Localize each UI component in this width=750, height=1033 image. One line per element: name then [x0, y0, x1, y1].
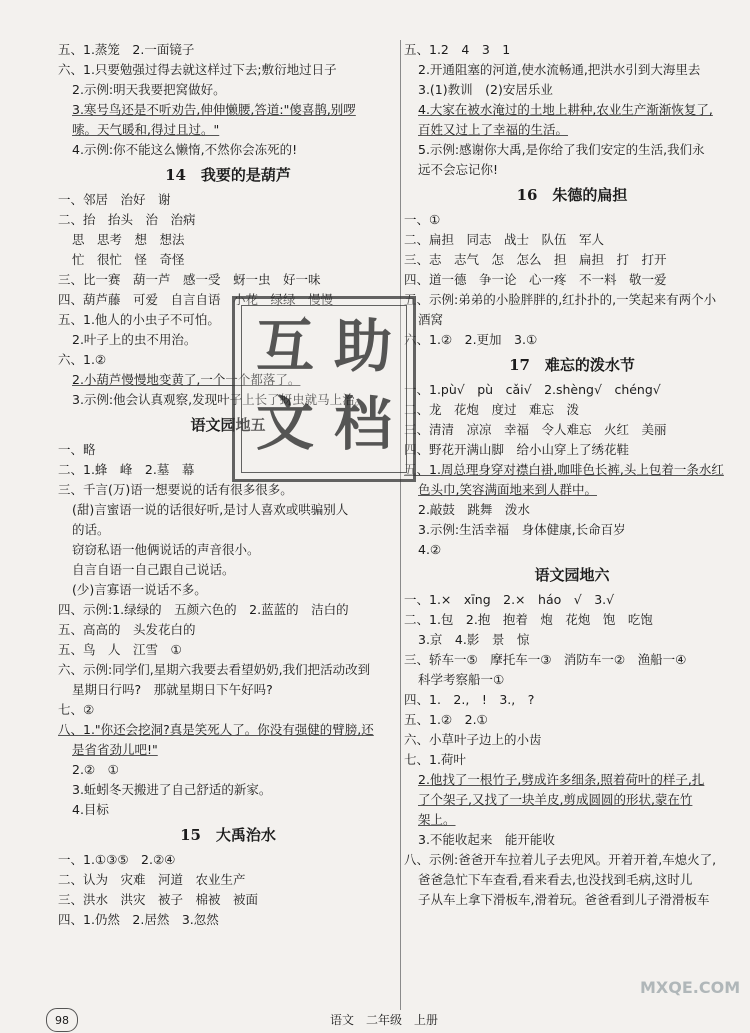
answer-line: 的话。 — [72, 522, 110, 537]
answer-line: 三、轿车一⑤ 摩托车一③ 消防车一② 渔船一④ — [404, 652, 687, 667]
answer-line: 八、1."你还会挖洞?真是笑死人了。你没有强健的臂膀,还 — [58, 722, 374, 737]
answer-line: 四、示例:1.绿绿的 五颜六色的 2.蓝蓝的 洁白的 — [58, 602, 349, 617]
answer-line: 一、1.①③⑤ 2.②④ — [58, 852, 176, 867]
answer-line: 3.蚯蚓冬天搬进了自己舒适的新家。 — [72, 782, 272, 797]
answer-line: 是省省劲儿吧!" — [72, 742, 158, 757]
answer-line: 3.(1)教训 (2)安居乐业 — [418, 82, 553, 97]
answer-line: 四、野花开满山脚 给小山穿上了绣花鞋 — [404, 442, 630, 457]
watermark-stamp — [232, 296, 416, 482]
answer-line: (甜)言蜜语一说的话很好听,是讨人喜欢或哄骗别人 — [72, 502, 349, 517]
answer-line: 忙 很忙 怪 奇怪 — [72, 252, 185, 267]
answer-line: 3.京 4.影 景 惊 — [418, 632, 530, 647]
answer-line: 三、志 志气 怎 怎么 担 扁担 打 打开 — [404, 252, 667, 267]
answer-line: 5.示例:感谢你大禹,是你给了我们安定的生活,我们永 — [418, 142, 705, 157]
answer-line: 4.示例:你不能这么懒惰,不然你会冻死的! — [72, 142, 298, 157]
answer-line: 四、道一德 争一论 心一疼 不一料 敬一爱 — [404, 272, 667, 287]
answer-line: 三、千言(万)语一想要说的话有很多很多。 — [58, 482, 293, 497]
answer-line: 酒窝 — [418, 312, 444, 327]
answer-line: 4.大家在被水淹过的土地上耕种,农业生产渐渐恢复了, — [418, 102, 713, 117]
stamp-char: 助 — [333, 312, 392, 380]
section-heading: 17 难忘的泼水节 — [509, 356, 635, 374]
stamp-char: 互 — [255, 312, 314, 380]
answer-line: 4.② — [418, 542, 442, 557]
answer-line: 二、1.包 2.抱 抱着 炮 花炮 饱 吃饱 — [404, 612, 653, 627]
answer-line: 色头巾,笑容满面地来到人群中。 — [418, 482, 597, 497]
section-heading: 语文园地六 — [534, 566, 610, 584]
answer-line: 五、1.蒸笼 2.一面镜子 — [58, 42, 195, 57]
answer-line: 三、洪水 洪灾 被子 棉被 被面 — [58, 892, 259, 907]
answer-line: 三、清清 凉凉 幸福 令人难忘 火红 美丽 — [404, 422, 667, 437]
answer-line: 窃窃私语一他俩说话的声音很小。 — [72, 542, 260, 557]
site-watermark: MXQE.COM — [640, 978, 741, 997]
column-divider — [400, 40, 401, 1010]
answer-line: 架上。 — [418, 812, 456, 827]
answer-line: 七、1.荷叶 — [404, 752, 466, 767]
answer-line: 远不会忘记你! — [418, 162, 499, 177]
answer-line: 二、扁担 同志 战士 队伍 军人 — [404, 232, 605, 247]
answer-line: (少)言寡语一说话不多。 — [72, 582, 207, 597]
answer-line: 一、邻居 治好 谢 — [58, 192, 171, 207]
answer-line: 了个架子,又找了一块羊皮,剪成圆圆的形状,蒙在竹 — [418, 792, 693, 807]
answer-line: 五、1.2 4 3 1 — [404, 42, 511, 57]
answer-line: 四、1.仍然 2.居然 3.忽然 — [58, 912, 219, 927]
answer-line: 2.开通阻塞的河道,使水流畅通,把洪水引到大海里去 — [418, 62, 701, 77]
page-number: 98 — [46, 1008, 78, 1032]
answer-line: 3.示例:他会认真观察,发现叶子上长了蚜虫就马上治。 — [72, 392, 368, 407]
section-heading: 14 我要的是葫芦 — [165, 166, 291, 184]
answer-line: 五、示例:弟弟的小脸胖胖的,红扑扑的,一笑起来有两个小 — [404, 292, 717, 307]
answer-line: 二、认为 灾难 河道 农业生产 — [58, 872, 246, 887]
section-heading: 15 大禹治水 — [180, 826, 276, 844]
answer-line: 嗦。天气暖和,得过且过。" — [72, 122, 220, 137]
answer-line: 七、② — [58, 702, 95, 717]
answer-line: 五、高高的 头发花白的 — [58, 622, 196, 637]
answer-line: 一、1.× xīng 2.× háo √ 3.√ — [404, 592, 615, 607]
answer-line: 思 思考 想 想法 — [72, 232, 185, 247]
answer-line: 一、略 — [58, 442, 96, 457]
answer-line: 五、1.他人的小虫子不可怕。 — [58, 312, 220, 327]
answer-line: 六、小草叶子边上的小齿 — [404, 732, 542, 747]
answer-line: 六、1.② 2.更加 3.① — [404, 332, 538, 347]
answer-line: 科学考察船一① — [418, 672, 505, 687]
answer-line: 六、1.② — [58, 352, 107, 367]
answer-line: 六、1.只要勉强过得去就这样过下去;敷衍地过日子 — [58, 62, 337, 77]
answer-line: 八、示例:爸爸开车拉着儿子去兜风。开着开着,车熄火了, — [404, 852, 717, 867]
stamp-char: 档 — [333, 390, 392, 458]
answer-line: 3.寒号鸟还是不听劝告,伸伸懒腰,答道:"傻喜鹊,别啰 — [72, 102, 356, 117]
answer-line: 百姓又过上了幸福的生活。 — [418, 122, 569, 137]
answer-line: 2.小葫芦慢慢地变黄了,一个一个都落了。 — [72, 372, 301, 387]
answer-line: 2.② ① — [72, 762, 119, 777]
answer-line: 二、1.蜂 峰 2.墓 幕 — [58, 462, 195, 477]
answer-line: 2.敲鼓 跳舞 泼水 — [418, 502, 530, 517]
answer-line: 3.不能收起来 能开能收 — [418, 832, 555, 847]
stamp-char: 文 — [255, 390, 314, 458]
page-footer — [0, 1008, 750, 1032]
answer-line: 2.示例:明天我要把窝做好。 — [72, 82, 226, 97]
section-heading: 语文园地五 — [190, 416, 266, 434]
footer-text: 语文 二年级 上册 — [330, 1013, 439, 1027]
answer-line: 四、1. 2., ! 3., ? — [404, 692, 535, 707]
answer-line: 五、1.周总理身穿对襟白褂,咖啡色长裤,头上包着一条水红 — [404, 462, 724, 477]
answer-line: 一、① — [404, 212, 441, 227]
answer-line: 自言自语一自己跟自己说话。 — [72, 562, 235, 577]
answer-line: 子从车上拿下滑板车,滑着玩。爸爸看到儿子滑滑板车 — [418, 892, 710, 907]
answer-line: 星期日行吗? 那就星期日下午好吗? — [72, 682, 273, 697]
answer-line: 三、比一赛 葫一芦 感一受 蚜一虫 好一味 — [58, 272, 321, 287]
answer-line: 一、1.pù√ pù cǎi√ 2.shèng√ chéng√ — [404, 382, 661, 397]
right-column — [404, 40, 740, 910]
answer-line: 五、鸟 人 江雪 ① — [58, 642, 182, 657]
answer-line: 爸爸急忙下车查看,看来看去,也没找到毛病,这时儿 — [418, 872, 693, 887]
answer-line: 二、龙 花炮 度过 难忘 泼 — [404, 402, 580, 417]
section-heading: 16 朱德的扁担 — [516, 186, 628, 204]
answer-line: 4.目标 — [72, 802, 109, 817]
answer-line: 2.叶子上的虫不用治。 — [72, 332, 197, 347]
answer-line: 3.示例:生活幸福 身体健康,长命百岁 — [418, 522, 626, 537]
answer-line: 六、示例:同学们,星期六我要去看望奶奶,我们把活动改到 — [58, 662, 371, 677]
answer-line: 二、抬 抬头 治 治病 — [58, 212, 196, 227]
answer-line: 五、1.② 2.① — [404, 712, 488, 727]
left-column — [58, 40, 398, 930]
answer-line: 2.他找了一根竹子,劈成许多细条,照着荷叶的样子,扎 — [418, 772, 705, 787]
answer-line: 四、葫芦藤 可爱 自言自语 小花 绿绿 慢慢 — [58, 292, 334, 307]
